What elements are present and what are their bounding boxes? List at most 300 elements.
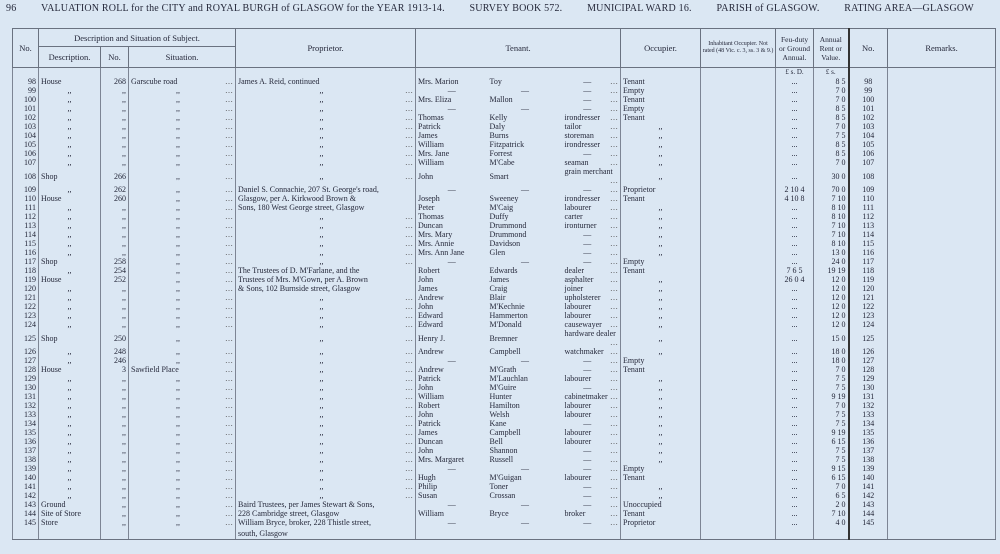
tenant-surname: — xyxy=(521,518,530,527)
description: Site of Store xyxy=(39,509,101,518)
feu-duty: ... xyxy=(776,302,814,311)
occupier: Tenant xyxy=(621,95,701,104)
situation: ,, … xyxy=(129,302,236,311)
proprietor: The Trustees of D. M'Farlane, and the xyxy=(236,266,416,275)
proprietor: ,, … xyxy=(236,446,416,455)
tenant-first-name: Hugh xyxy=(418,473,436,482)
tenant-occupation: labourer … xyxy=(563,437,621,446)
feu-duty: ... xyxy=(776,212,814,221)
description: ,, xyxy=(39,293,101,302)
occupier: ,, xyxy=(621,284,701,293)
tenant-surname: James xyxy=(489,275,510,284)
occupier: Empty xyxy=(621,257,701,266)
description: ,, xyxy=(39,320,101,329)
feu-duty: ... xyxy=(776,437,814,446)
table-row xyxy=(13,230,996,239)
situation: ,, … xyxy=(129,329,236,347)
feu-duty: ... xyxy=(776,455,814,464)
description: House xyxy=(39,275,101,284)
house-no: ,, xyxy=(101,392,129,401)
blank-cell xyxy=(416,527,488,540)
tenant-first-name: — xyxy=(447,518,456,527)
feu-duty: ... xyxy=(776,239,814,248)
inhabitant-occupier xyxy=(701,329,776,347)
proprietor: 228 Cambridge street, Glasgow xyxy=(236,509,416,518)
table-row xyxy=(13,410,996,419)
house-no: ,, xyxy=(101,149,129,158)
proprietor: ,, … xyxy=(236,302,416,311)
annual-rent: 7 0 xyxy=(814,95,849,104)
annual-rent: 7 0 xyxy=(814,158,849,167)
row-no-right: 128 xyxy=(849,365,888,374)
proprietor: ,, … xyxy=(236,86,416,95)
occupier: ,, xyxy=(621,374,701,383)
inhabitant-occupier xyxy=(701,437,776,446)
annual-rent: 8 10 xyxy=(814,212,849,221)
occupier: ,, xyxy=(621,230,701,239)
tenant-first-name: James xyxy=(418,428,438,437)
occupier: Tenant xyxy=(621,194,701,203)
inhabitant-occupier xyxy=(701,212,776,221)
row-no-right: 120 xyxy=(849,284,888,293)
description: House xyxy=(39,365,101,374)
tenant-surname: Welsh xyxy=(489,410,510,419)
annual-rent: 7 0 xyxy=(814,401,849,410)
row-no: 144 xyxy=(13,509,39,518)
row-no-right: 110 xyxy=(849,194,888,203)
blank-cell xyxy=(129,527,236,540)
row-no: 110 xyxy=(13,194,39,203)
occupier: Proprietor xyxy=(621,185,701,194)
inhabitant-occupier xyxy=(701,131,776,140)
annual-rent: 4 0 xyxy=(814,518,849,527)
table-row xyxy=(13,500,996,509)
situation: ,, … xyxy=(129,266,236,275)
house-no: ,, xyxy=(101,302,129,311)
tenant-surname: Davidson xyxy=(489,239,521,248)
tenant-first-name: Mrs. Marion xyxy=(418,77,459,86)
row-no-right: 131 xyxy=(849,392,888,401)
row-no: 126 xyxy=(13,347,39,356)
house-no: ,, xyxy=(101,86,129,95)
inhabitant-occupier xyxy=(701,365,776,374)
row-no: 116 xyxy=(13,248,39,257)
feu-duty: ... xyxy=(776,95,814,104)
description: ,, xyxy=(39,230,101,239)
feu-duty: ... xyxy=(776,509,814,518)
house-no: ,, xyxy=(101,212,129,221)
remarks xyxy=(888,203,996,212)
row-no: 135 xyxy=(13,428,39,437)
table-row xyxy=(13,275,996,284)
remarks xyxy=(888,104,996,113)
description: ,, xyxy=(39,149,101,158)
remarks xyxy=(888,518,996,527)
table-row xyxy=(13,356,996,365)
occupier: ,, xyxy=(621,158,701,167)
tenant-first-name: William xyxy=(418,392,444,401)
inhabitant-occupier xyxy=(701,473,776,482)
feu-duty: ... xyxy=(776,482,814,491)
table-row-continuation xyxy=(13,527,996,540)
tenant-surname: Craig xyxy=(489,284,508,293)
tenant-surname: M'Cabe xyxy=(489,158,515,167)
inhabitant-occupier xyxy=(701,221,776,230)
row-no-right: 125 xyxy=(849,329,888,347)
tenant-surname: Hunter xyxy=(489,392,512,401)
row-no: 101 xyxy=(13,104,39,113)
tenant-first-name: Mrs. Jane xyxy=(418,149,450,158)
occupier: ,, xyxy=(621,419,701,428)
description: ,, xyxy=(39,266,101,275)
occupier: Empty xyxy=(621,104,701,113)
house-no: ,, xyxy=(101,239,129,248)
house-no: ,, xyxy=(101,230,129,239)
tenant-occupation: — … xyxy=(563,257,621,266)
proprietor: ,, … xyxy=(236,149,416,158)
row-no-right: 134 xyxy=(849,419,888,428)
row-no-right: 106 xyxy=(849,149,888,158)
situation: ,, … xyxy=(129,437,236,446)
inhabitant-occupier xyxy=(701,410,776,419)
remarks xyxy=(888,221,996,230)
feu-duty: ... xyxy=(776,374,814,383)
row-no: 141 xyxy=(13,482,39,491)
tenant-surname: — xyxy=(521,464,530,473)
proprietor: ,, … xyxy=(236,320,416,329)
tenant-occupation: carter … xyxy=(563,212,621,221)
tenant-first-name: Mrs. Ann Jane xyxy=(418,248,465,257)
feu-duty: ... xyxy=(776,491,814,500)
situation: ,, … xyxy=(129,203,236,212)
annual-rent: 6 15 xyxy=(814,437,849,446)
house-no: ,, xyxy=(101,284,129,293)
tenant-first-name: John xyxy=(418,302,434,311)
feu-duty: 4 10 8 xyxy=(776,194,814,203)
tenant-surname: Daly xyxy=(489,122,506,131)
tenant-surname: M'Guire xyxy=(489,383,517,392)
situation: ,, … xyxy=(129,455,236,464)
description: ,, xyxy=(39,356,101,365)
page-title xyxy=(6,3,996,14)
tenant-first-name: Mrs. Margaret xyxy=(418,455,465,464)
inhabitant-occupier xyxy=(701,356,776,365)
inhabitant-occupier xyxy=(701,113,776,122)
tenant-occupation: — … xyxy=(563,248,621,257)
proprietor: ,, … xyxy=(236,392,416,401)
table-row xyxy=(13,185,996,194)
occupier: ,, xyxy=(621,212,701,221)
feu-duty: ... xyxy=(776,104,814,113)
row-no-right: 119 xyxy=(849,275,888,284)
house-no: ,, xyxy=(101,401,129,410)
remarks xyxy=(888,311,996,320)
row-no-right: 121 xyxy=(849,293,888,302)
row-no: 105 xyxy=(13,140,39,149)
house-no: 266 xyxy=(101,167,129,185)
proprietor: Daniel S. Connachie, 207 St. George's road, xyxy=(236,185,416,194)
proprietor: Trustees of Mrs. M'Gown, per A. Brown xyxy=(236,275,416,284)
row-no-right: 123 xyxy=(849,311,888,320)
tenant-first-name: Duncan xyxy=(418,221,443,230)
annual-rent: 2 0 xyxy=(814,500,849,509)
blank-cell xyxy=(621,68,701,78)
row-no-right: 130 xyxy=(849,383,888,392)
tenant-occupation: labourer … xyxy=(563,401,621,410)
remarks xyxy=(888,194,996,203)
feu-duty: ... xyxy=(776,113,814,122)
annual-rent: 7 10 xyxy=(814,509,849,518)
tenant-surname: Kane xyxy=(489,419,507,428)
inhabitant-occupier xyxy=(701,401,776,410)
occupier: Tenant xyxy=(621,509,701,518)
annual-rent: 7 5 xyxy=(814,446,849,455)
tenant-occupation: — … xyxy=(563,446,621,455)
remarks xyxy=(888,401,996,410)
tenant-occupation: labourer … xyxy=(563,374,621,383)
description: ,, xyxy=(39,374,101,383)
situation: ,, … xyxy=(129,473,236,482)
tenant-surname: Drummond xyxy=(489,221,527,230)
row-no: 120 xyxy=(13,284,39,293)
blank-cell xyxy=(888,527,996,540)
remarks xyxy=(888,383,996,392)
occupier: ,, xyxy=(621,482,701,491)
inhabitant-occupier xyxy=(701,482,776,491)
house-no: ,, xyxy=(101,500,129,509)
feu-duty: ... xyxy=(776,293,814,302)
table-row xyxy=(13,518,996,527)
tenant-surname: Toy xyxy=(489,77,502,86)
tenant-occupation: — … xyxy=(563,518,621,527)
description: ,, xyxy=(39,95,101,104)
inhabitant-occupier xyxy=(701,158,776,167)
remarks xyxy=(888,230,996,239)
tenant-first-name: Andrew xyxy=(418,347,444,356)
situation: ,, … xyxy=(129,392,236,401)
description: ,, xyxy=(39,113,101,122)
tenant-occupation: — … xyxy=(563,95,621,104)
tenant-first-name: James xyxy=(418,284,438,293)
house-no: ,, xyxy=(101,95,129,104)
situation: ,, … xyxy=(129,140,236,149)
situation: ,, … xyxy=(129,401,236,410)
feu-duty: ... xyxy=(776,131,814,140)
remarks xyxy=(888,446,996,455)
proprietor: ,, … xyxy=(236,131,416,140)
feu-duty: ... xyxy=(776,203,814,212)
situation: ,, … xyxy=(129,131,236,140)
row-no-right: 101 xyxy=(849,104,888,113)
tenant-occupation: — … xyxy=(563,383,621,392)
annual-rent: 9 19 xyxy=(814,392,849,401)
table-row xyxy=(13,383,996,392)
annual-rent: 7 10 xyxy=(814,221,849,230)
proprietor: ,, … xyxy=(236,365,416,374)
annual-rent: 15 0 xyxy=(814,329,849,347)
blank-cell xyxy=(849,527,888,540)
tenant-occupation: hardware dealer … xyxy=(563,329,621,347)
tenant-surname: Toner xyxy=(489,482,509,491)
annual-rent: 12 0 xyxy=(814,320,849,329)
row-no: 121 xyxy=(13,293,39,302)
row-no-right: 99 xyxy=(849,86,888,95)
tenant-surname: Forrest xyxy=(489,149,513,158)
feu-duty: 26 0 4 xyxy=(776,275,814,284)
tenant-occupation: watchmaker … xyxy=(563,347,621,356)
house-no: 258 xyxy=(101,257,129,266)
tenant-occupation: — … xyxy=(563,455,621,464)
feu-duty: ... xyxy=(776,311,814,320)
situation: ,, … xyxy=(129,230,236,239)
row-no-right: 137 xyxy=(849,446,888,455)
inhabitant-occupier xyxy=(701,419,776,428)
description: Shop xyxy=(39,329,101,347)
blank-cell xyxy=(849,68,888,78)
proprietor: Glasgow, per A. Kirkwood Brown & xyxy=(236,194,416,203)
tenant-occupation: labourer … xyxy=(563,302,621,311)
house-no: ,, xyxy=(101,374,129,383)
row-no-right: 136 xyxy=(849,437,888,446)
tenant-occupation: — … xyxy=(563,464,621,473)
table-row xyxy=(13,266,996,275)
proprietor: ,, … xyxy=(236,122,416,131)
house-no: 248 xyxy=(101,347,129,356)
situation: ,, … xyxy=(129,248,236,257)
row-no: 107 xyxy=(13,158,39,167)
occupier: ,, xyxy=(621,203,701,212)
row-no: 103 xyxy=(13,122,39,131)
tenant-surname: — xyxy=(521,104,530,113)
table-row xyxy=(13,122,996,131)
remarks xyxy=(888,365,996,374)
blank-cell xyxy=(13,68,39,78)
proprietor: ,, … xyxy=(236,158,416,167)
row-no: 139 xyxy=(13,464,39,473)
proprietor: ,, … xyxy=(236,437,416,446)
situation: ,, … xyxy=(129,500,236,509)
occupier: ,, xyxy=(621,428,701,437)
table-row xyxy=(13,509,996,518)
occupier: ,, xyxy=(621,149,701,158)
remarks xyxy=(888,257,996,266)
situation: ,, … xyxy=(129,239,236,248)
annual-rent: 9 15 xyxy=(814,464,849,473)
blank-cell xyxy=(101,68,129,78)
annual-rent: 12 0 xyxy=(814,311,849,320)
annual-rent: 7 10 xyxy=(814,230,849,239)
occupier: ,, xyxy=(621,437,701,446)
house-no: ,, xyxy=(101,113,129,122)
annual-rent: 7 5 xyxy=(814,131,849,140)
inhabitant-occupier xyxy=(701,509,776,518)
annual-rent: 8 5 xyxy=(814,140,849,149)
blank-cell xyxy=(488,68,563,78)
proprietor: ,, … xyxy=(236,401,416,410)
inhabitant-occupier xyxy=(701,311,776,320)
row-no: 100 xyxy=(13,95,39,104)
annual-rent: 7 5 xyxy=(814,410,849,419)
table-row xyxy=(13,392,996,401)
inhabitant-occupier xyxy=(701,464,776,473)
table-row xyxy=(13,212,996,221)
header-no: No. xyxy=(13,29,39,68)
description: ,, xyxy=(39,248,101,257)
description: ,, xyxy=(39,311,101,320)
row-no-right: 139 xyxy=(849,464,888,473)
occupier: ,, xyxy=(621,275,701,284)
header-no-2: No. xyxy=(849,29,888,68)
feu-duty: ... xyxy=(776,284,814,293)
situation: ,, … xyxy=(129,356,236,365)
situation: ,, … xyxy=(129,86,236,95)
situation: ,, … xyxy=(129,257,236,266)
row-no: 136 xyxy=(13,437,39,446)
situation: ,, … xyxy=(129,383,236,392)
tenant-occupation: — … xyxy=(563,230,621,239)
tenant-occupation: — … xyxy=(563,482,621,491)
description: ,, xyxy=(39,491,101,500)
tenant-first-name: John xyxy=(418,171,434,181)
table-row xyxy=(13,311,996,320)
table-row xyxy=(13,194,996,203)
description: ,, xyxy=(39,383,101,392)
proprietor: ,, … xyxy=(236,113,416,122)
row-no: 109 xyxy=(13,185,39,194)
table-row xyxy=(13,302,996,311)
remarks xyxy=(888,239,996,248)
annual-rent: 7 0 xyxy=(814,365,849,374)
tenant-surname: Bremner xyxy=(489,333,518,343)
tenant-occupation: causewayer … xyxy=(563,320,621,329)
feu-duty: ... xyxy=(776,446,814,455)
remarks xyxy=(888,500,996,509)
proprietor: ,, … xyxy=(236,257,416,266)
situation: ,, … xyxy=(129,149,236,158)
tenant-occupation: — … xyxy=(563,356,621,365)
tenant-occupation: seaman … xyxy=(563,158,621,167)
row-no-right: 105 xyxy=(849,140,888,149)
tenant-surname: Hammerton xyxy=(489,311,528,320)
annual-rent: 12 0 xyxy=(814,284,849,293)
tenant-first-name: John xyxy=(418,275,434,284)
table-row xyxy=(13,401,996,410)
situation: ,, … xyxy=(129,275,236,284)
tenant-occupation: broker … xyxy=(563,509,621,518)
parish: PARISH of GLASGOW. xyxy=(716,3,820,14)
house-no: ,, xyxy=(101,248,129,257)
rent-units: £ s. xyxy=(814,68,849,78)
annual-rent: 7 10 xyxy=(814,194,849,203)
row-no: 117 xyxy=(13,257,39,266)
proprietor: ,, … xyxy=(236,248,416,257)
situation: ,, … xyxy=(129,446,236,455)
blank-cell xyxy=(101,527,129,540)
feu-duty: ... xyxy=(776,230,814,239)
annual-rent: 12 0 xyxy=(814,275,849,284)
inhabitant-occupier xyxy=(701,104,776,113)
tenant-occupation: asphalter … xyxy=(563,275,621,284)
tenant-first-name: Edward xyxy=(418,320,443,329)
inhabitant-occupier xyxy=(701,95,776,104)
inhabitant-occupier xyxy=(701,491,776,500)
table-row xyxy=(13,491,996,500)
row-no-right: 116 xyxy=(849,248,888,257)
proprietor: ,, … xyxy=(236,212,416,221)
row-no: 119 xyxy=(13,275,39,284)
blank-cell xyxy=(129,68,236,78)
tenant-first-name: Mrs. Annie xyxy=(418,239,455,248)
